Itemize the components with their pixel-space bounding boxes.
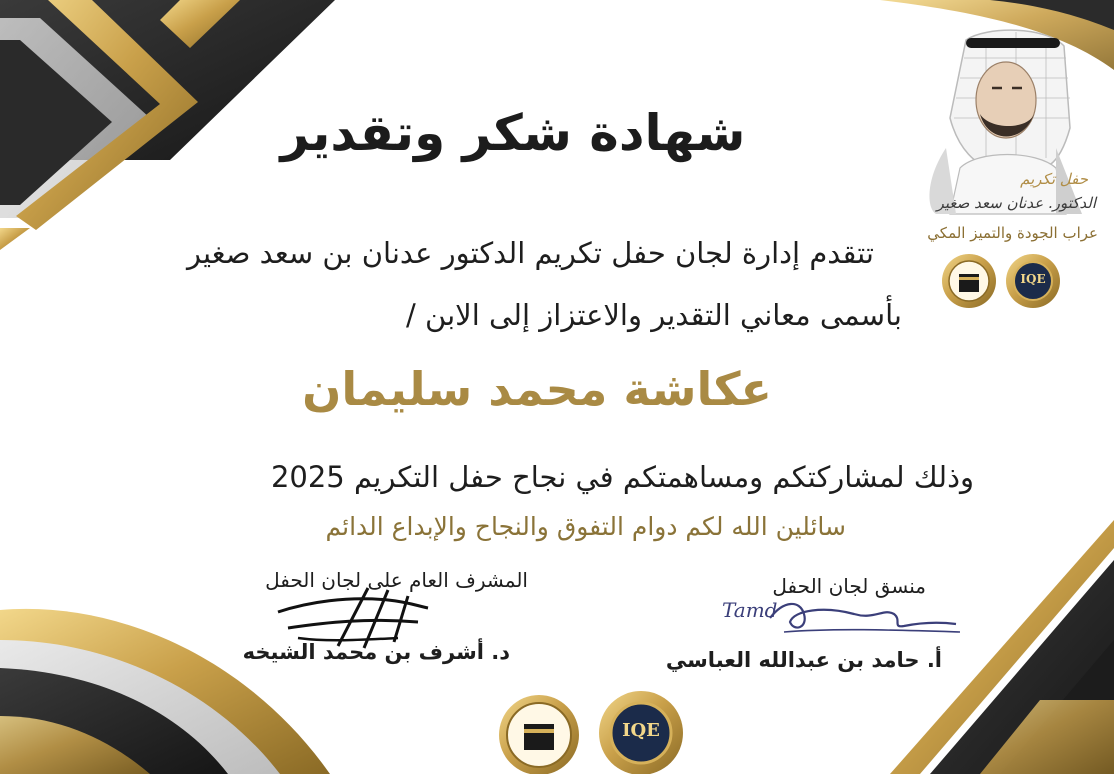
- thanks-line: وذلك لمشاركتكم ومساهمتكم في نجاح حفل التكريم 2025: [270, 460, 974, 494]
- event-branding: [906, 18, 1102, 310]
- intro-line-1: تتقدم إدارة لجان حفل تكريم الدكتور عدنان بن سعد صغير: [187, 236, 874, 270]
- intro-line-2: بأسمى معاني التقدير والاعتزاز إلى الابن /: [406, 298, 902, 332]
- event-logo-line1: حفل تكريم: [1020, 170, 1088, 188]
- supervisor-title: المشرف العام على لجان الحفل: [265, 568, 528, 592]
- coordinator-signature-icon: [764, 592, 964, 642]
- kaaba-seal-icon: [940, 252, 998, 310]
- event-logo-line3: عراب الجودة والتميز المكي: [927, 224, 1098, 242]
- coordinator-title: منسق لجان الحفل: [772, 574, 926, 598]
- bottom-right-chevrons: [890, 520, 1114, 774]
- event-logo-line2: الدكتور. عدنان سعد صغير: [936, 194, 1096, 212]
- coordinator-name: أ. حامد بن عبدالله العباسي: [665, 648, 942, 672]
- iqe-label-large: IQE: [622, 720, 660, 741]
- coordinator-signature-text: Tamd: [722, 598, 778, 622]
- supervisor-name: د. أشرف بن محمد الشيخه: [242, 640, 510, 664]
- iqe-label-small: IQE: [1020, 272, 1046, 286]
- wish-line: سائلين الله لكم دوام التفوق والنجاح والإبداع الدائم: [325, 512, 846, 541]
- kaaba-seal-large-icon: [498, 694, 580, 774]
- certificate-title: شهادة شكر وتقدير: [280, 104, 746, 162]
- recipient-name: عكاشة محمد سليمان: [302, 362, 772, 416]
